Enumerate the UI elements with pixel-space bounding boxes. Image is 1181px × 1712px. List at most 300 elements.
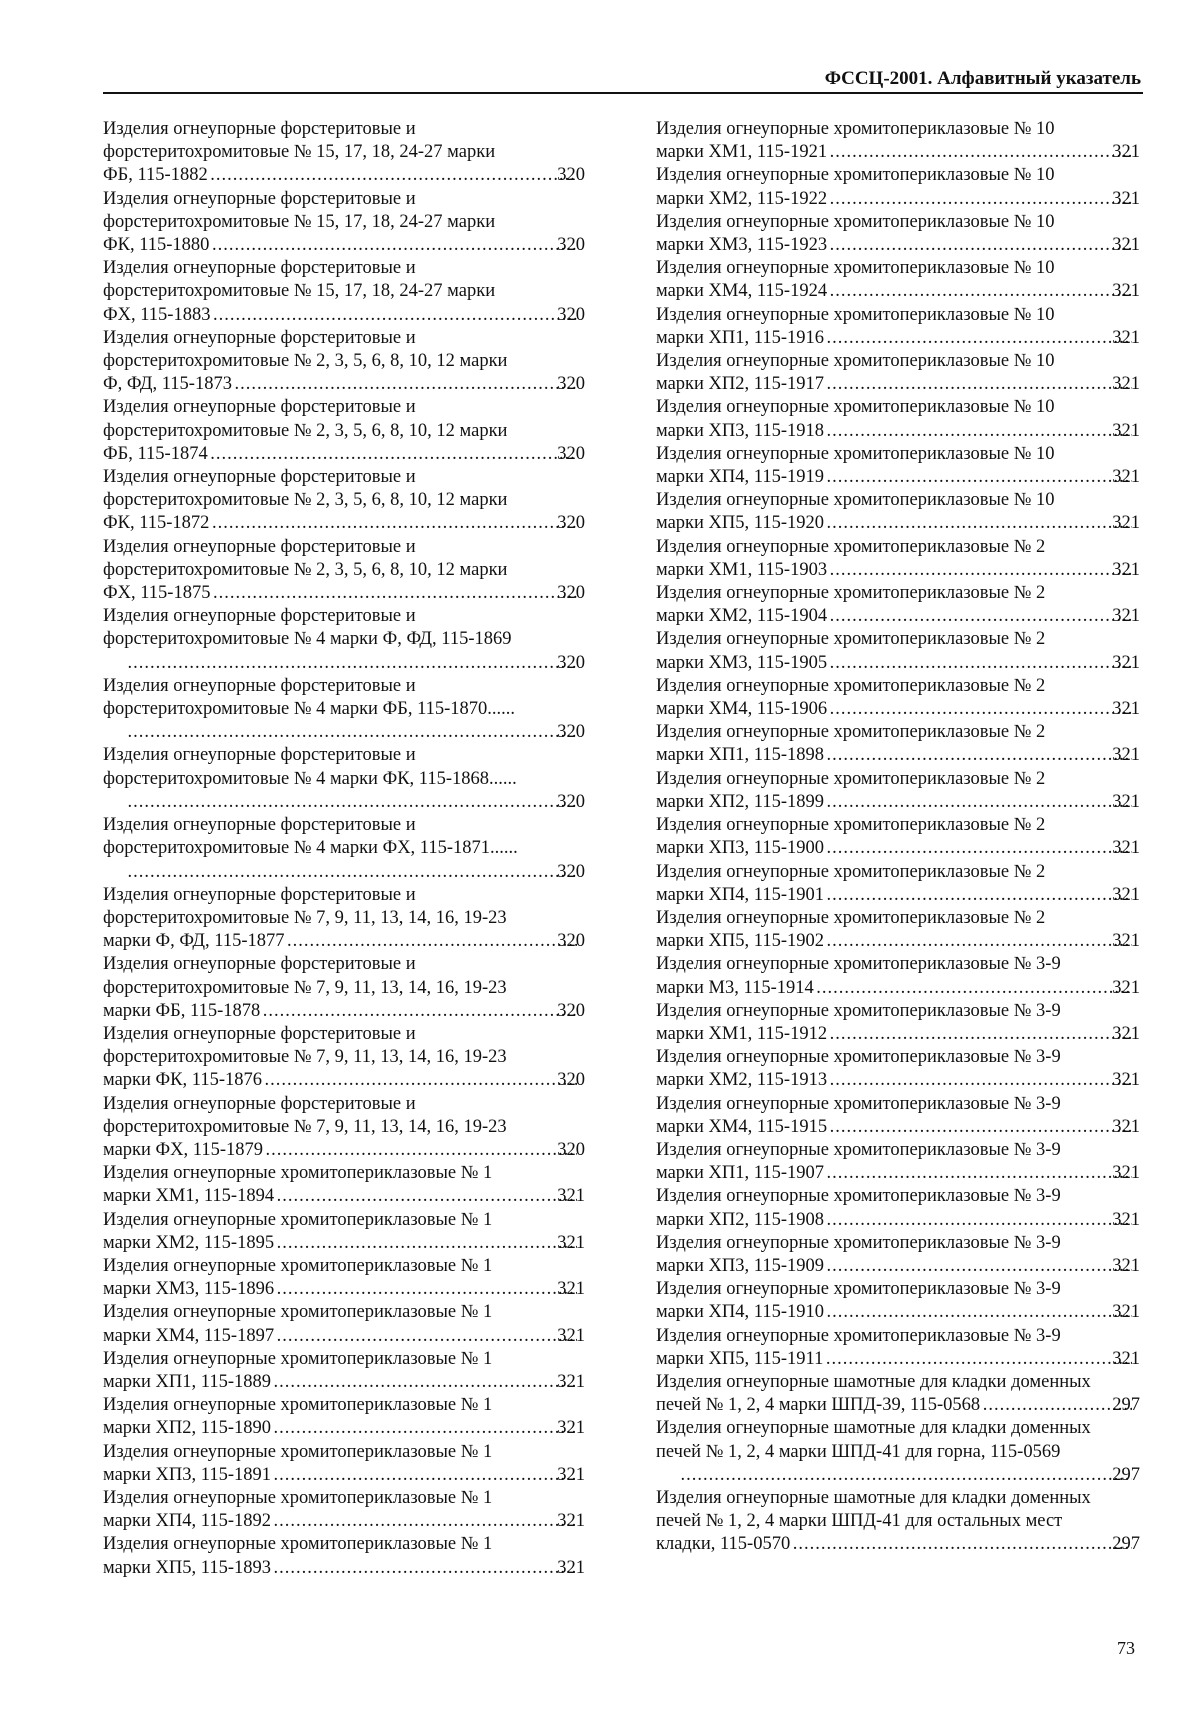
- entry-text-tail: марки ФК, 115-1876: [103, 1070, 262, 1091]
- entry-text-line: форстеритохромитовые № 7, 9, 11, 13, 14, 16, 19-23: [103, 907, 507, 928]
- dot-leader: [826, 327, 1132, 350]
- entry-text-line: Изделия огнеупорные форстеритовые и: [103, 884, 416, 905]
- entry-text-line: Изделия огнеупорные хромитопериклазовые № 1: [103, 1441, 493, 1462]
- entry-page-ref: 321: [1112, 931, 1140, 952]
- entry-last-line: [103, 373, 585, 396]
- entry-text-line: Изделия огнеупорные шамотные для кладки доменных: [656, 1487, 1091, 1508]
- entry-page-ref: 321: [1112, 606, 1140, 627]
- entry-text-line: Изделия огнеупорные хромитопериклазовые № 3-9: [656, 1047, 1061, 1068]
- dot-leader: [829, 188, 1132, 211]
- entry-text-tail: марки Ф, ФД, 115-1877: [103, 931, 285, 952]
- entry-page-ref: 320: [557, 304, 585, 325]
- index-entry: [103, 1487, 585, 1533]
- entry-text-line: Изделия огнеупорные форстеритовые и: [103, 258, 416, 279]
- entry-text-tail: марки ХП3, 115-1900: [656, 838, 824, 859]
- entry-page-ref: 321: [1112, 1348, 1140, 1369]
- entry-text-tail: марки ХП2, 115-1908: [656, 1209, 824, 1230]
- entry-text-tail: ФК, 115-1872: [103, 513, 210, 534]
- entry-text-tail: марки ХП3, 115-1891: [103, 1464, 271, 1485]
- entry-page-ref: 321: [1112, 235, 1140, 256]
- entry-last-line: [656, 512, 1140, 535]
- entry-text-line: Изделия огнеупорные хромитопериклазовые № 1: [103, 1302, 493, 1323]
- entry-page-ref: 321: [557, 1511, 585, 1532]
- index-entry: [656, 1278, 1140, 1324]
- entry-last-line: [656, 1348, 1140, 1371]
- entry-text-line: Изделия огнеупорные хромитопериклазовые № 10: [656, 397, 1055, 418]
- entry-text-tail: марки ХМ1, 115-1903: [656, 559, 828, 580]
- dot-leader: [829, 1069, 1132, 1092]
- entry-last-line: [656, 977, 1140, 1000]
- entry-last-line: [656, 327, 1140, 350]
- entry-text-line: форстеритохромитовые № 7, 9, 11, 13, 14, 16, 19-23: [103, 1116, 507, 1137]
- index-entry: [103, 1023, 585, 1093]
- entry-last-line: [656, 280, 1140, 303]
- entry-text-tail: марки ХП1, 115-1907: [656, 1163, 824, 1184]
- entry-text-line: печей № 1, 2, 4 марки ШПД-41 для остальных мест: [656, 1511, 1063, 1532]
- entry-text-tail: марки ХП2, 115-1917: [656, 374, 824, 395]
- entry-page-ref: 321: [1112, 1302, 1140, 1323]
- entry-last-line: [656, 1301, 1140, 1324]
- index-entry: [656, 953, 1140, 999]
- entry-text-tail: марки ХМ1, 115-1894: [103, 1186, 275, 1207]
- index-entry: [656, 211, 1140, 257]
- entry-text-tail: марки ХП5, 115-1920: [656, 513, 824, 534]
- dot-leader: [829, 1023, 1132, 1046]
- entry-last-line: [656, 791, 1140, 814]
- entry-text-line: форстеритохромитовые № 4 марки ФБ, 115-1870......: [103, 699, 516, 720]
- dot-leader: [826, 837, 1132, 860]
- entry-text-line: Изделия огнеупорные форстеритовые и: [103, 745, 416, 766]
- index-entry: [656, 1371, 1140, 1417]
- entry-page-ref: 320: [557, 443, 585, 464]
- entry-page-ref: 320: [557, 931, 585, 952]
- entry-page-ref: 321: [1112, 281, 1140, 302]
- dot-leader: [211, 234, 577, 257]
- index-column-left: [103, 118, 585, 1580]
- entry-page-ref: 321: [1112, 652, 1140, 673]
- entry-last-line: [125, 652, 585, 675]
- entry-text-line: форстеритохромитовые № 4 марки ФК, 115-1868......: [103, 768, 517, 789]
- index-entry: [103, 605, 585, 675]
- entry-text-line: Изделия огнеупорные хромитопериклазовые № 10: [656, 490, 1055, 511]
- entry-text-line: Изделия огнеупорные хромитопериклазовые № 3-9: [656, 1186, 1061, 1207]
- dot-leader: [276, 1278, 577, 1301]
- entry-text-line: Изделия огнеупорные хромитопериклазовые № 3-9: [656, 1000, 1061, 1021]
- entry-page-ref: 320: [557, 1070, 585, 1091]
- entry-text-line: Изделия огнеупорные хромитопериклазовые № 2: [656, 907, 1046, 928]
- entry-text-tail: ФХ, 115-1875: [103, 583, 211, 604]
- entry-text-tail: марки ХП5, 115-1893: [103, 1557, 271, 1578]
- entry-page-ref: 321: [1112, 1070, 1140, 1091]
- dot-leader: [262, 1000, 577, 1023]
- dot-leader: [826, 744, 1132, 767]
- entry-last-line: [103, 1371, 585, 1394]
- entry-page-ref: 320: [557, 791, 585, 812]
- dot-leader: [829, 141, 1132, 164]
- header-title: ФССЦ-2001. Алфавитный указатель: [824, 68, 1141, 89]
- index-entry: [103, 744, 585, 814]
- dot-leader: [829, 1116, 1132, 1139]
- entry-page-ref: 321: [557, 1418, 585, 1439]
- entry-page-ref: 321: [1112, 699, 1140, 720]
- entry-last-line: [103, 1464, 585, 1487]
- index-entry: [656, 164, 1140, 210]
- entry-page-ref: 321: [1112, 559, 1140, 580]
- entry-text-tail: ФХ, 115-1883: [103, 304, 211, 325]
- entry-last-line: [103, 1069, 585, 1092]
- entry-text-line: форстеритохромитовые № 15, 17, 18, 24-27 марки: [103, 211, 496, 232]
- entry-page-ref: 320: [557, 1000, 585, 1021]
- entry-page-ref: 321: [1112, 420, 1140, 441]
- entry-text-line: форстеритохромитовые № 2, 3, 5, 6, 8, 10, 12 марки: [103, 490, 508, 511]
- index-entry: [103, 257, 585, 327]
- index-entry: [103, 1394, 585, 1440]
- dot-leader: [826, 420, 1132, 443]
- entry-last-line: [103, 582, 585, 605]
- entry-text-line: форстеритохромитовые № 4 марки Ф, ФД, 115-1869: [103, 629, 512, 650]
- entry-last-line: [656, 1209, 1140, 1232]
- entry-text-tail: марки ХМ2, 115-1913: [656, 1070, 828, 1091]
- entry-last-line: [656, 1069, 1140, 1092]
- entry-text-tail: марки ХМ2, 115-1922: [656, 188, 828, 209]
- dot-leader: [826, 1209, 1132, 1232]
- index-entry: [656, 1417, 1140, 1487]
- entry-last-line: [656, 1255, 1140, 1278]
- index-entry: [656, 1487, 1140, 1557]
- entry-text-tail: марки ХП2, 115-1890: [103, 1418, 271, 1439]
- dot-leader: [276, 1325, 577, 1348]
- entry-text-line: Изделия огнеупорные шамотные для кладки доменных: [656, 1371, 1091, 1392]
- dot-leader: [273, 1510, 577, 1533]
- entry-text-line: Изделия огнеупорные форстеритовые и: [103, 119, 416, 139]
- entry-text-tail: марки ХМ3, 115-1923: [656, 235, 828, 256]
- entry-text-line: Изделия огнеупорные хромитопериклазовые № 3-9: [656, 954, 1061, 975]
- entry-text-line: Изделия огнеупорные хромитопериклазовые № 10: [656, 351, 1055, 372]
- entry-text-line: Изделия огнеупорные хромитопериклазовые № 2: [656, 722, 1046, 743]
- entry-text-line: Изделия огнеупорные хромитопериклазовые № 3-9: [656, 1232, 1061, 1253]
- entry-page-ref: 297: [1112, 1534, 1140, 1555]
- dot-leader: [264, 1069, 577, 1092]
- entry-text-line: Изделия огнеупорные хромитопериклазовые № 1: [103, 1348, 493, 1369]
- entry-text-line: Изделия огнеупорные хромитопериклазовые № 2: [656, 768, 1046, 789]
- index-entry: [656, 350, 1140, 396]
- entry-text-tail: ФК, 115-1880: [103, 235, 210, 256]
- entry-text-tail: марки ХП5, 115-1911: [656, 1348, 824, 1369]
- entry-text-tail: ФБ, 115-1882: [103, 165, 208, 186]
- index-entry: [103, 675, 585, 745]
- index-entry: [656, 257, 1140, 303]
- entry-text-line: Изделия огнеупорные хромитопериклазовые № 10: [656, 258, 1055, 279]
- dot-leader: [829, 605, 1132, 628]
- page-number: 73: [1117, 1638, 1135, 1658]
- entry-text-line: печей № 1, 2, 4 марки ШПД-41 для горна, 115-0569: [656, 1441, 1061, 1462]
- entry-last-line: [103, 1510, 585, 1533]
- entry-text-tail: марки ХП4, 115-1919: [656, 467, 824, 488]
- index-entry: [656, 628, 1140, 674]
- index-entry: [103, 1301, 585, 1347]
- entry-page-ref: 320: [557, 374, 585, 395]
- index-entry: [103, 884, 585, 954]
- entry-text-line: Изделия огнеупорные хромитопериклазовые № 3-9: [656, 1325, 1061, 1346]
- index-entry: [656, 814, 1140, 860]
- entry-last-line: [656, 234, 1140, 257]
- index-entry: [656, 304, 1140, 350]
- entry-page-ref: 320: [557, 861, 585, 882]
- index-entry: [103, 466, 585, 536]
- index-entry: [656, 396, 1140, 442]
- entry-last-line: [103, 1557, 585, 1580]
- entry-text-line: Изделия огнеупорные хромитопериклазовые № 1: [103, 1163, 493, 1184]
- entry-last-line: [103, 1185, 585, 1208]
- index-entry: [103, 1533, 585, 1579]
- entry-text-line: Изделия огнеупорные форстеритовые и: [103, 815, 416, 836]
- entry-last-line: [656, 652, 1140, 675]
- entry-page-ref: 321: [1112, 327, 1140, 348]
- entry-text-tail: марки ХП1, 115-1916: [656, 327, 824, 348]
- index-entry: [103, 188, 585, 258]
- entry-text-tail: марки ХП1, 115-1889: [103, 1371, 271, 1392]
- entry-text-tail: ФБ, 115-1874: [103, 443, 208, 464]
- index-entry: [656, 861, 1140, 907]
- dot-leader: [829, 559, 1132, 582]
- entry-last-line: [656, 605, 1140, 628]
- entry-last-line: [103, 1417, 585, 1440]
- dot-leader: [826, 930, 1132, 953]
- index-entry: [656, 1046, 1140, 1092]
- entry-last-line: [103, 1139, 585, 1162]
- dot-leader: [829, 652, 1132, 675]
- entry-page-ref: 321: [1112, 513, 1140, 534]
- index-entry: [656, 768, 1140, 814]
- entry-text-line: Изделия огнеупорные шамотные для кладки доменных: [656, 1418, 1091, 1439]
- index-entry: [656, 118, 1140, 164]
- entry-text-line: Изделия огнеупорные хромитопериклазовые № 1: [103, 1395, 493, 1416]
- entry-text-line: Изделия огнеупорные форстеритовые и: [103, 1093, 416, 1114]
- index-entry: [656, 1093, 1140, 1139]
- entry-text-line: Изделия огнеупорные форстеритовые и: [103, 536, 416, 557]
- entry-text-tail: марки ХП5, 115-1902: [656, 931, 824, 952]
- entry-page-ref: 320: [557, 165, 585, 186]
- dot-leader: [273, 1417, 577, 1440]
- entry-text-line: форстеритохромитовые № 15, 17, 18, 24-27 марки: [103, 142, 496, 163]
- index-entry: [103, 536, 585, 606]
- entry-page-ref: 297: [1112, 1464, 1140, 1485]
- dot-leader: [273, 1464, 577, 1487]
- index-entry: [656, 443, 1140, 489]
- index-entry: [656, 536, 1140, 582]
- entry-last-line: [656, 420, 1140, 443]
- dot-leader: [816, 977, 1133, 1000]
- index-entry: [656, 1325, 1140, 1371]
- entry-last-line: [656, 466, 1140, 489]
- entry-text-tail: марки ХП4, 115-1910: [656, 1302, 824, 1323]
- running-header: [103, 64, 1143, 94]
- index-entry: [103, 1255, 585, 1301]
- entry-last-line: [103, 234, 585, 257]
- entry-last-line: [656, 744, 1140, 767]
- entry-last-line: [103, 1278, 585, 1301]
- entry-page-ref: 297: [1112, 1395, 1140, 1416]
- entry-last-line: [656, 884, 1140, 907]
- index-entry: [103, 118, 585, 188]
- entry-page-ref: 321: [1112, 977, 1140, 998]
- dot-leader: [792, 1533, 1132, 1556]
- entry-last-line: [656, 930, 1140, 953]
- dot-leader: [826, 884, 1132, 907]
- entry-text-line: форстеритохромитовые № 4 марки ФХ, 115-1871......: [103, 838, 518, 859]
- dot-leader: [127, 861, 577, 884]
- entry-text-tail: марки ХП3, 115-1918: [656, 420, 824, 441]
- entry-text-line: Изделия огнеупорные хромитопериклазовые № 1: [103, 1534, 493, 1555]
- index-entry: [656, 582, 1140, 628]
- index-entry: [103, 1093, 585, 1163]
- entry-text-line: Изделия огнеупорные форстеритовые и: [103, 397, 416, 418]
- index-entry: [103, 814, 585, 884]
- entry-page-ref: 321: [557, 1186, 585, 1207]
- entry-text-line: Изделия огнеупорные хромитопериклазовые № 10: [656, 119, 1055, 139]
- index-entry: [656, 675, 1140, 721]
- entry-text-tail: марки ХП3, 115-1909: [656, 1255, 824, 1276]
- index-entry: [103, 1162, 585, 1208]
- entry-text-line: Изделия огнеупорные хромитопериклазовые № 3-9: [656, 1279, 1061, 1300]
- entry-text-tail: марки ХП4, 115-1892: [103, 1511, 271, 1532]
- entry-text-tail: марки ХМ3, 115-1905: [656, 652, 828, 673]
- entry-text-line: Изделия огнеупорные хромитопериклазовые № 2: [656, 675, 1046, 696]
- entry-text-line: Изделия огнеупорные форстеритовые и: [103, 188, 416, 209]
- index-entry: [656, 907, 1140, 953]
- entry-text-tail: марки ХМ1, 115-1921: [656, 142, 828, 163]
- entry-text-line: Изделия огнеупорные хромитопериклазовые № 10: [656, 443, 1055, 464]
- entry-page-ref: 321: [1112, 467, 1140, 488]
- entry-text-tail: марки ФБ, 115-1878: [103, 1000, 261, 1021]
- entry-text-line: Изделия огнеупорные форстеритовые и: [103, 606, 416, 627]
- entry-text-line: Изделия огнеупорные форстеритовые и: [103, 327, 416, 348]
- index-entry: [656, 721, 1140, 767]
- dot-leader: [826, 1301, 1132, 1324]
- entry-text-tail: марки ХМ4, 115-1924: [656, 281, 828, 302]
- entry-last-line: [678, 1464, 1140, 1487]
- entry-text-line: Изделия огнеупорные хромитопериклазовые № 1: [103, 1487, 493, 1508]
- entry-last-line: [125, 721, 585, 744]
- entry-page-ref: 321: [1112, 1255, 1140, 1276]
- entry-last-line: [656, 559, 1140, 582]
- entry-last-line: [656, 1116, 1140, 1139]
- entry-last-line: [656, 188, 1140, 211]
- dot-leader: [127, 721, 577, 744]
- dot-leader: [212, 304, 577, 327]
- entry-page-ref: 321: [1112, 1023, 1140, 1044]
- entry-text-line: Изделия огнеупорные хромитопериклазовые № 10: [656, 304, 1055, 325]
- entry-text-line: Изделия огнеупорные хромитопериклазовые № 2: [656, 583, 1046, 604]
- entry-text-tail: марки ХМ4, 115-1906: [656, 699, 828, 720]
- entry-last-line: [656, 373, 1140, 396]
- index-entry: [103, 1441, 585, 1487]
- entry-text-tail: марки ХМ2, 115-1904: [656, 606, 828, 627]
- entry-text-line: Изделия огнеупорные хромитопериклазовые № 10: [656, 211, 1055, 232]
- entry-last-line: [656, 837, 1140, 860]
- entry-page-ref: 321: [1112, 838, 1140, 859]
- index-entry: [656, 1000, 1140, 1046]
- entry-last-line: [656, 1162, 1140, 1185]
- entry-text-tail: марки ХМ3, 115-1896: [103, 1279, 275, 1300]
- dot-leader: [826, 1255, 1132, 1278]
- entry-page-ref: 321: [1112, 791, 1140, 812]
- entry-text-line: Изделия огнеупорные форстеритовые и: [103, 675, 416, 696]
- entry-last-line: [103, 1000, 585, 1023]
- dot-leader: [829, 280, 1132, 303]
- index-entry: [103, 396, 585, 466]
- entry-text-tail: кладки, 115-0570: [656, 1534, 791, 1555]
- index-entry: [103, 327, 585, 397]
- entry-last-line: [656, 141, 1140, 164]
- dot-leader: [276, 1185, 577, 1208]
- entry-text-tail: марки ХП4, 115-1901: [656, 884, 824, 905]
- entry-text-line: Изделия огнеупорные хромитопериклазовые № 2: [656, 536, 1046, 557]
- entry-last-line: [103, 1325, 585, 1348]
- dot-leader: [829, 234, 1132, 257]
- dot-leader: [273, 1371, 577, 1394]
- entry-text-line: Изделия огнеупорные форстеритовые и: [103, 467, 416, 488]
- entry-text-tail: Ф, ФД, 115-1873: [103, 374, 232, 395]
- index-entry: [103, 1348, 585, 1394]
- dot-leader: [826, 1162, 1132, 1185]
- entry-page-ref: 321: [557, 1279, 585, 1300]
- dot-leader: [212, 582, 577, 605]
- entry-page-ref: 321: [1112, 374, 1140, 395]
- entry-page-ref: 321: [1112, 1163, 1140, 1184]
- entry-text-line: форстеритохромитовые № 2, 3, 5, 6, 8, 10, 12 марки: [103, 420, 508, 441]
- entry-page-ref: 321: [1112, 1116, 1140, 1137]
- entry-page-ref: 320: [557, 652, 585, 673]
- index-column-right: [656, 118, 1140, 1557]
- entry-last-line: [125, 791, 585, 814]
- entry-page-ref: 321: [1112, 884, 1140, 905]
- entry-text-tail: марки ХП1, 115-1898: [656, 745, 824, 766]
- entry-text-line: Изделия огнеупорные хромитопериклазовые № 1: [103, 1209, 493, 1230]
- entry-text-line: Изделия огнеупорные хромитопериклазовые № 2: [656, 861, 1046, 882]
- entry-last-line: [103, 443, 585, 466]
- dot-leader: [273, 1557, 577, 1580]
- index-entry: [656, 489, 1140, 535]
- entry-text-line: форстеритохромитовые № 2, 3, 5, 6, 8, 10, 12 марки: [103, 559, 508, 580]
- entry-text-tail: марки ФХ, 115-1879: [103, 1139, 264, 1160]
- entry-last-line: [103, 164, 585, 187]
- entry-text-line: форстеритохромитовые № 7, 9, 11, 13, 14, 16, 19-23: [103, 977, 507, 998]
- dot-leader: [265, 1139, 577, 1162]
- dot-leader: [210, 164, 578, 187]
- entry-last-line: [656, 1533, 1140, 1556]
- entry-page-ref: 321: [557, 1464, 585, 1485]
- dot-leader: [211, 512, 577, 535]
- index-entry: [656, 1232, 1140, 1278]
- index-entry: [103, 953, 585, 1023]
- index-entry: [103, 1209, 585, 1255]
- dot-leader: [287, 930, 578, 953]
- dot-leader: [680, 1464, 1132, 1487]
- entry-last-line: [103, 304, 585, 327]
- dot-leader: [826, 512, 1132, 535]
- entry-text-tail: марки М3, 115-1914: [656, 977, 814, 998]
- entry-last-line: [103, 512, 585, 535]
- entry-text-line: Изделия огнеупорные хромитопериклазовые № 10: [656, 165, 1055, 186]
- entry-text-line: Изделия огнеупорные форстеритовые и: [103, 954, 416, 975]
- entry-last-line: [103, 930, 585, 953]
- dot-leader: [127, 652, 577, 675]
- dot-leader: [826, 466, 1132, 489]
- dot-leader: [982, 1394, 1132, 1417]
- entry-page-ref: 320: [557, 513, 585, 534]
- entry-last-line: [656, 1394, 1140, 1417]
